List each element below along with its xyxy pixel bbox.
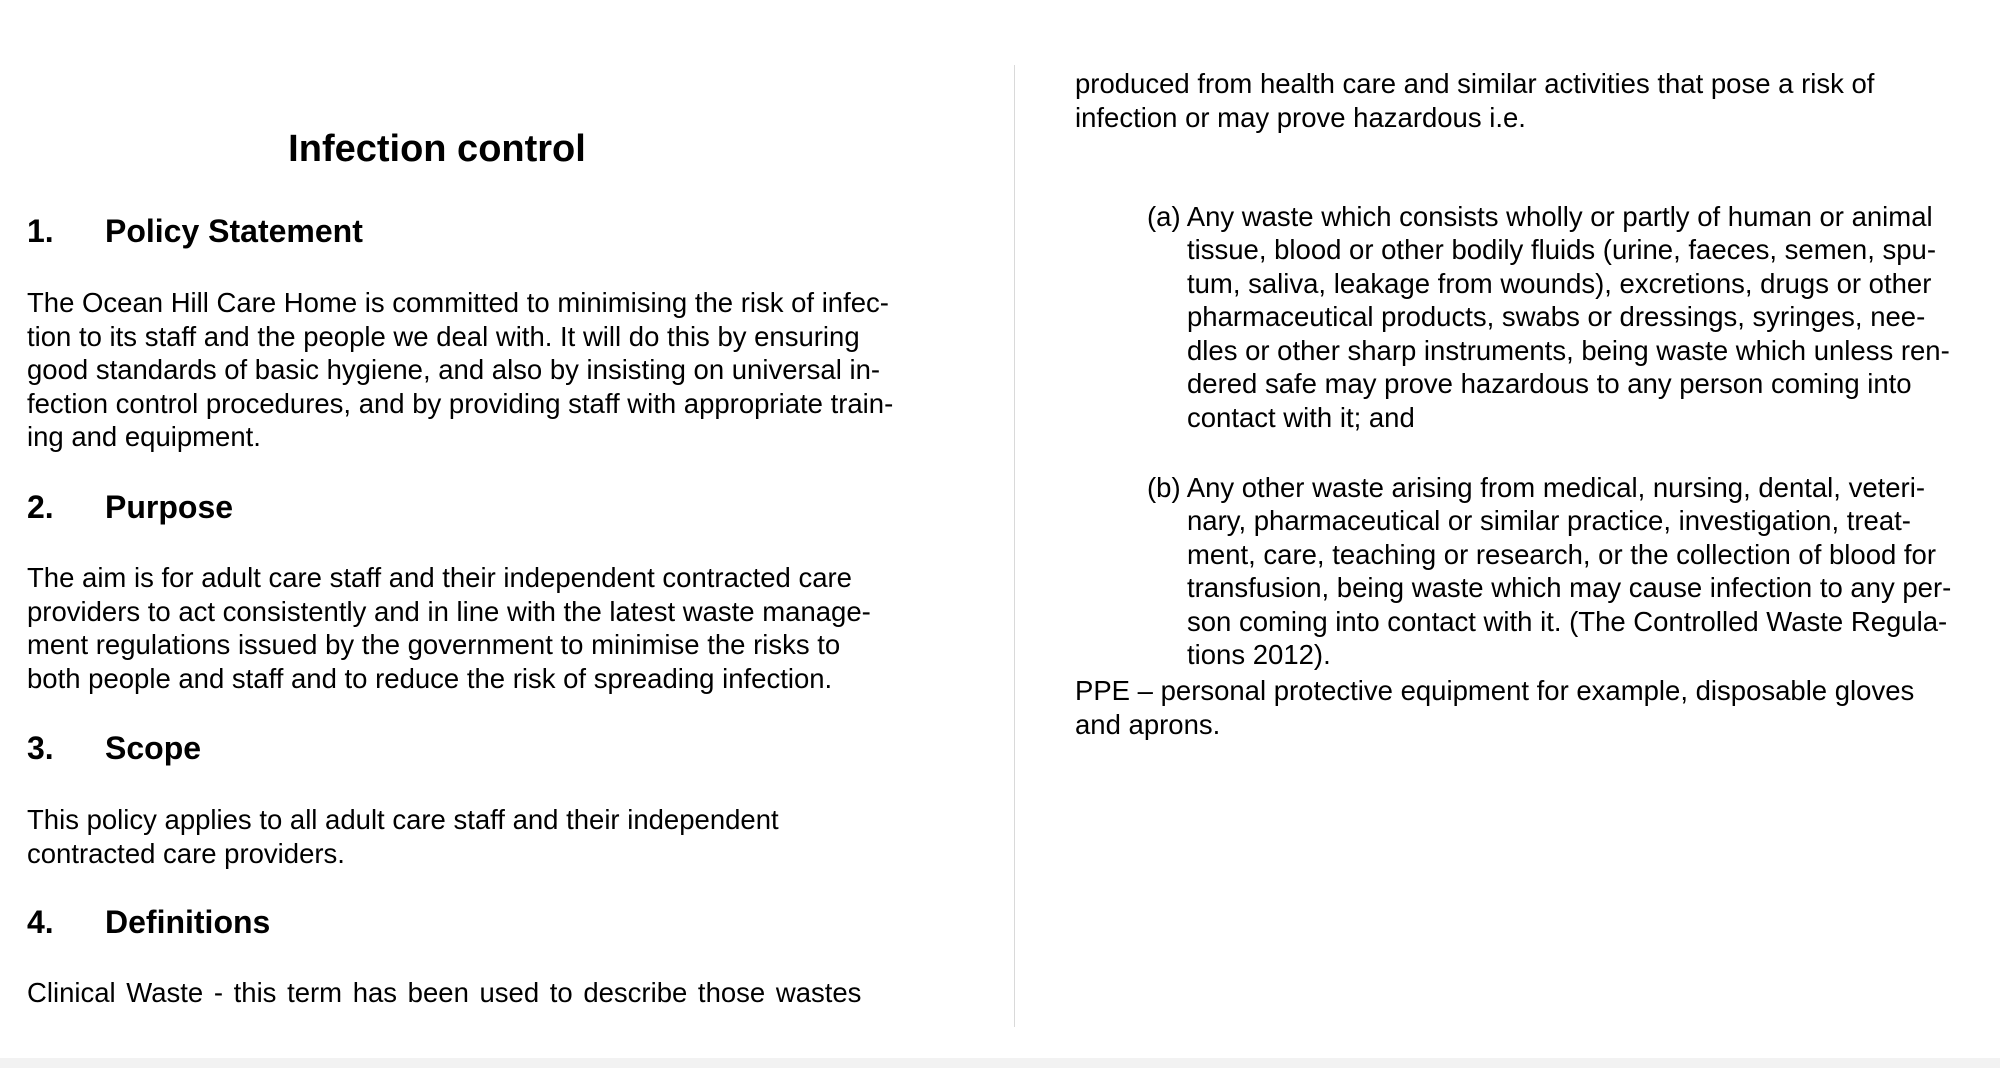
section-number: 4. xyxy=(27,904,54,940)
purpose-text: The aim is for adult care staff and their independent contracted care providers to act consistently and in line with the latest waste manage- ment regulations issued by the government to minimise the risks to both people and staff and to reduce the risk of spreading infection. xyxy=(27,562,871,694)
page-bottom-edge xyxy=(0,1058,2000,1068)
definition-list-item-a xyxy=(1147,166,1950,468)
section-title: Scope xyxy=(105,730,202,766)
column-divider xyxy=(1014,65,1015,1027)
definition-list-item-b xyxy=(1147,437,1951,705)
section-heading-scope xyxy=(27,730,201,767)
section-title: Definitions xyxy=(105,904,271,940)
section-number: 2. xyxy=(27,489,54,525)
section-number: 3. xyxy=(27,730,54,766)
list-item-text: (b) Any other waste arising from medical, nursing, dental, veteri- nary, pharmaceutical or similar practice, investigation, treat- ment, care, teaching or research, or the collection of blood for transfusion, being waste which may cause infection to any per- son coming into contact with it. (The Controlled Waste Regula- tions 2012). xyxy=(1147,471,1952,670)
section-heading-policy-statement xyxy=(27,213,363,250)
section-number: 1. xyxy=(27,213,54,249)
section-title: Policy Statement xyxy=(105,213,363,249)
section-heading-definitions xyxy=(27,904,270,941)
list-item-text: (a) Any waste which consists wholly or partly of human or animal tissue, blood or other bodily fluids (urine, faeces, semen, spu- tum, saliva, leakage from wounds), excretions, drugs or other pharmaceutical products, swabs or dressings, syringes, nee- dles or other sharp instruments, being waste which unless ren- dered safe may prove hazardous to any person coming into contact with it; and xyxy=(1147,200,1950,433)
section-title: Purpose xyxy=(105,489,234,525)
policy-statement-text: The Ocean Hill Care Home is committed to minimising the risk of infec- tion to its staff and the people we deal with. It will do this by ensuring good standards of basic hygiene, and also by insisting on universal in- fection control procedures, and by providing staff with appropriate train- ing and equipment. xyxy=(27,287,894,452)
scope-text: This policy applies to all adult care staff and their independent contracted care providers. xyxy=(27,804,779,869)
section-heading-purpose xyxy=(27,489,233,526)
ppe-definition-text: PPE – personal protective equipment for example, disposable gloves and aprons. xyxy=(1075,675,1915,740)
definitions-text: Clinical Waste - this term has been used to describe those wastes xyxy=(27,977,862,1008)
clinical-waste-continuation: produced from health care and similar activities that pose a risk of infection or may prove hazardous i.e. xyxy=(1075,68,1875,133)
document-title: Infection control xyxy=(288,128,586,170)
